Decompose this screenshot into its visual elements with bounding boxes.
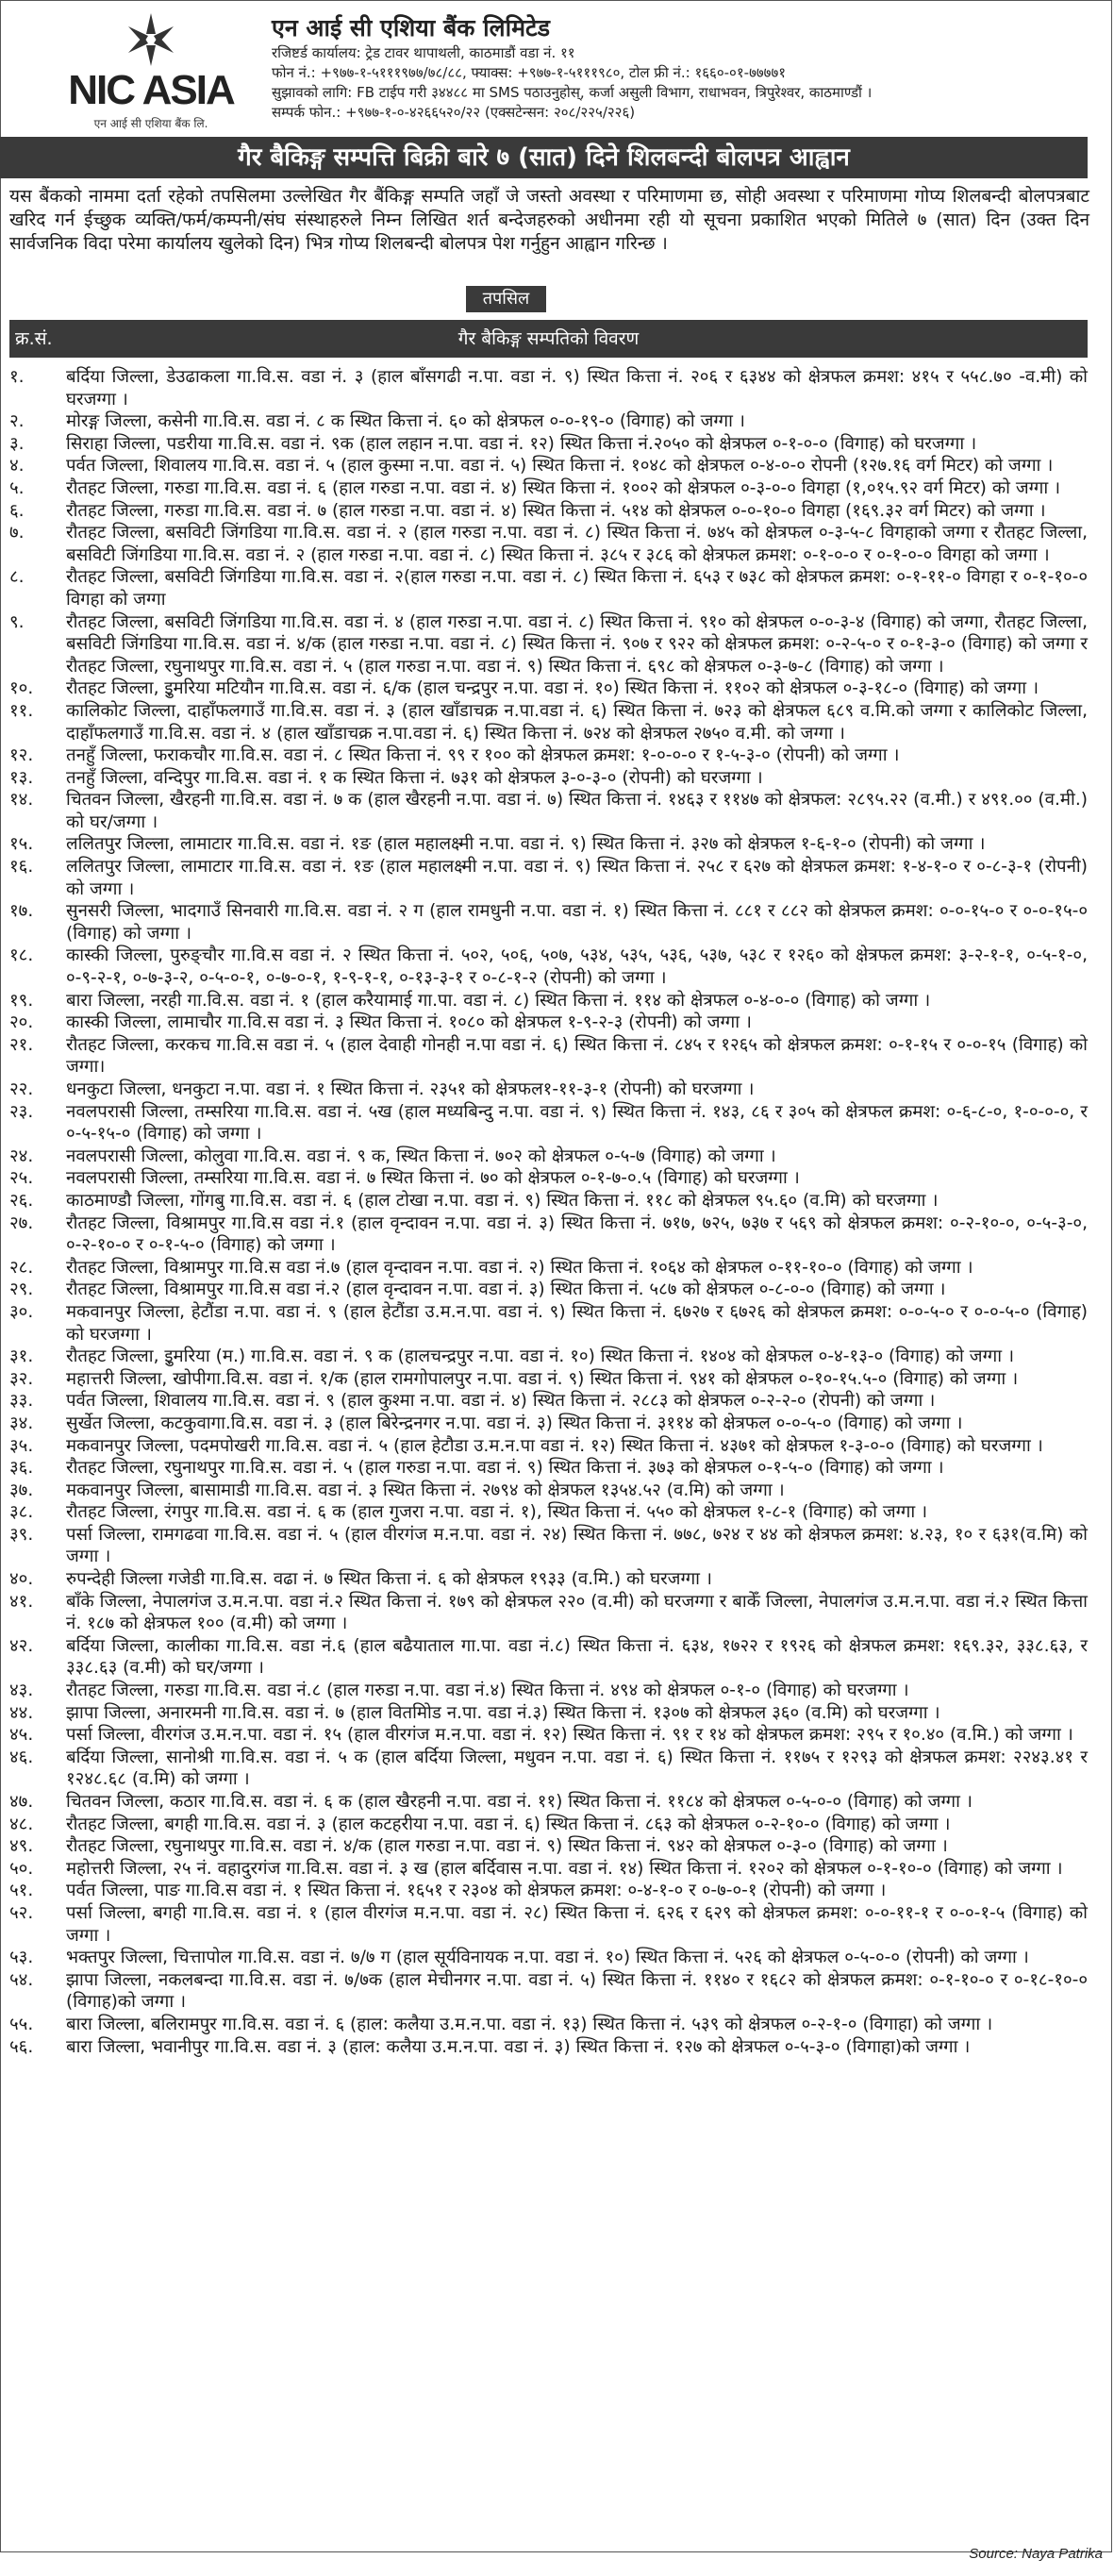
row-serial-number: ४०. [9, 1569, 34, 1590]
row-description: बर्दिया जिल्ला, सानोश्री गा.वि.स. वडा नं. ५ क (हाल बर्दिया जिल्ला, मधुवन न.पा. वडा नं. ६) स्थित कित्ता नं. ११७५ र १२९३ को क्षेत्रफल क्रमश: २२४३.४१ र १२४८.६८ (व.मि) को जग्गा । [66, 1747, 1088, 1790]
row-description: कास्की जिल्ला, पुरुङ्चौर गा.वि.स वडा नं. २ स्थित कित्ता नं. ५०२, ५०६, ५०७, ५३४, ५३५, ५३६, ५३७, ५३८ र १२६० को क्षेत्रफल क्रमश: ३-२-१-१, ०-५-१-०, ०-९-२-१, ०-७-३-२, ०-५-०-१, ०-७-०-१, १-९-१-१, ०-१३-३-१ र ०-८-१-२ (रोपनी) को जग्गा । [66, 945, 1088, 989]
logo-subtitle: एन आई सी एशिया बैंक लि. [93, 117, 208, 130]
row-serial-number: ११. [9, 700, 34, 721]
property-row [9, 366, 1088, 410]
row-description: रौतहट जिल्ला, बसविटी जिंगडिया गा.वि.स. वडा नं. २ (हाल गरुडा न.पा. वडा नं. ८) स्थित कित्ता नं. ७४५ को क्षेत्रफल ०-३-५-८ विगहाको जग्गा र रौतहट जिल्ला, बसविटी जिंगडिया गा.वि.स. वडा नं. २ (हाल गरुडा न.पा. वडा नं. ८) स्थित कित्ता नं. ३८५ र ३८६ को क्षेत्रफल क्रमश: ०-१-०-० र ०-१-०-० विगहा को जग्गा । [66, 523, 1088, 565]
row-description: बारा जिल्ला, बलिरामपुर गा.वि.स. वडा नं. ६ (हाल: कलैया उ.म.न.पा. वडा नं. १३) स्थित कित्ता नं. ५३९ को क्षेत्रफल ०-२-१-० (विगाहा) को जग्गा । [66, 2014, 993, 2034]
row-serial-number: २१. [9, 1034, 34, 1055]
property-row [9, 433, 1088, 456]
row-serial-number: ८. [9, 567, 25, 588]
row-description: झापा जिल्ला, नकलबन्दा गा.वि.स. वडा नं. ७/७क (हाल मेचीनगर न.पा. वडा नं. ५) स्थित कित्ता नं. ११४० र १६८२ को क्षेत्रफल क्रमश: ०-१-१०-० र ०-१८-१०-० (विगाह)को जग्गा । [66, 1969, 1088, 2013]
property-row [9, 1034, 1088, 1079]
property-row [9, 1702, 1088, 1725]
property-row [9, 1501, 1088, 1524]
property-row [9, 1480, 1088, 1502]
column-header-serial: क्र.सं. [15, 328, 53, 349]
row-description: मोरङ्ग जिल्ला, कसेनी गा.वि.स. वडा नं. ८ क स्थित कित्ता नं. ६० को क्षेत्रफल ०-०-१९-० (विगाह) को जग्गा । [66, 411, 745, 432]
property-row [9, 2036, 1088, 2059]
property-row [9, 1858, 1088, 1881]
row-description: रौतहट जिल्ला, करकच गा.वि.स वडा नं. ५ (हाल देवाही गोनही न.पा वडा नं. ६) स्थित कित्ता नं. ८४५ र १२६५ को क्षेत्रफल क्रमश: ०-१-१५ र ०-०-१५ (विगाह) को जग्गा। [66, 1034, 1088, 1078]
row-description: सिराहा जिल्ला, पडरीया गा.वि.स. वडा नं. ९क (हाल लहान न.पा. वडा नं. १२) स्थित कित्ता नं.२०५० को क्षेत्रफल ०-१-०-० (विगाह) को घरजग्गा । [66, 433, 977, 454]
row-description: रौतहट जिल्ला, रंगपुर गा.वि.स. वडा नं. ६ क (हाल गुजरा न.पा. वडा नं. १), स्थित कित्ता नं. ५५० को क्षेत्रफल १-८-१ (विगाह) को जग्गा । [66, 1502, 928, 1523]
property-row [9, 1880, 1088, 1902]
property-row [9, 1524, 1088, 1568]
row-description: रुपन्देही जिल्ला गजेडी गा.वि.स. वढा नं. ७ स्थित कित्ता नं. ६ को क्षेत्रफल १९३३ (व.मि.) को घरजग्गा । [66, 1569, 712, 1590]
row-serial-number: ३२. [9, 1368, 34, 1389]
row-description: रौतहट जिल्ला, इुमरिया मटियौन गा.वि.स. वडा नं. ६/क (हाल चन्द्रपुर न.पा. वडा नं. १०) स्थित कित्ता नं. ११०२ को क्षेत्रफल ०-३-१८-० (विगाह) को जग्गा । [66, 678, 1039, 699]
row-serial-number: २७. [9, 1213, 34, 1233]
property-row [9, 990, 1088, 1012]
property-row [9, 1680, 1088, 1702]
row-serial-number: ३८. [9, 1502, 34, 1523]
row-serial-number: ३७. [9, 1480, 34, 1500]
row-description: झापा जिल्ला, अनारमनी गा.वि.स. वडा नं. ७ (हाल वितमिोड न.पा. वडा नं.३) स्थित कित्ता नं. १३०७ को क्षेत्रफल ३६० (व.मि) को घरजग्गा । [66, 1702, 940, 1723]
row-description: बर्दिया जिल्ला, डेउढाकला गा.वि.स. वडा नं. ३ (हाल बाँसगढी न.पा. वडा नं. ९) स्थित कित्ता नं. २०६ र ६३४४ को क्षेत्रफल क्रमश: ४१५ र ५५८.७० -व.मी) को घरजग्गा । [66, 367, 1088, 410]
property-row [9, 700, 1088, 744]
property-row [9, 833, 1088, 856]
property-row [9, 1969, 1088, 2014]
property-row [9, 522, 1088, 566]
property-row [9, 677, 1088, 700]
row-serial-number: ४८. [9, 1814, 34, 1834]
row-serial-number: २६. [9, 1190, 34, 1211]
row-serial-number: ३९. [9, 1524, 34, 1545]
property-row [9, 1902, 1088, 1947]
row-description: तनहुँ जिल्ला, फराकचौर गा.वि.स. वडा नं. ८ स्थित कित्ता नं. ९९ र १०० को क्षेत्रफल क्रमश: १-०-०-० र १-५-३-० (रोपनी) को जग्गा । [66, 745, 900, 766]
bank-name: एन आई सी एशिया बैंक लिमिटेड [272, 14, 550, 42]
property-row [9, 1435, 1088, 1458]
row-description: ललितपुर जिल्ला, लामाटार गा.वि.स. वडा नं. १ङ (हाल महालक्ष्मी न.पा. वडा नं. ९) स्थित कित्ता नं. ३२७ को क्षेत्रफल १-६-१-० (रोपनी) को जग्गा । [66, 834, 986, 855]
property-row [9, 1213, 1088, 1257]
property-row [9, 1190, 1088, 1213]
row-serial-number: २२. [9, 1079, 34, 1099]
intro-paragraph: यस बैंकको नाममा दर्ता रहेको तपसिलमा उल्लेखित गैर बैंकिङ्ग सम्पति जहाँ जे जस्तो अवस्था र परिमाणमा छ, सोही अवस्था र परिमाणमा गोप्य शिलबन्दी बोलपत्रबाट खरिद गर्न ईच्छुक व्यक्ति/फर्म/कम्पनी/संघ संस्थाहरुले निम्न लिखित शर्त बन्देजहरुको अधीनमा रही यो सूचना प्रकाशित भएको मितिले ७ (सात) दिन (उक्त दिन सार्वजनिक विदा परेमा कार्यालय खुलेको दिन) भित्र गोप्य शिलबन्दी बोलपत्र पेश गर्नुहुन आह्वान गरिन्छ । [9, 186, 1089, 254]
row-description: रौतहट जिल्ला, विश्रामपुर गा.वि.स वडा नं.१ (हाल वृन्दावन न.पा. वडा नं. ३) स्थित कित्ता नं. ७१७, ७२५, ७३७ र ५६९ को क्षेत्रफल क्रमश: ०-२-१०-०, ०-५-३-०, ०-२-१०-० र ०-१-५-० (विगाह) को जग्गा । [66, 1213, 1088, 1256]
row-description: रौतहट जिल्ला, रघुनाथपुर गा.वि.स. वडा नं. ५ (हाल गरुडा न.पा. वडा नं. ९) स्थित कित्ता नं. ३७३ को क्षेत्रफल ०-१-५-० (विगाह) को जग्गा । [66, 1458, 944, 1479]
row-serial-number: १९. [9, 990, 34, 1011]
property-row [9, 1167, 1088, 1190]
row-description: मकवानपुर जिल्ला, पदमपोखरी गा.वि.स. वडा नं. ५ (हाल हेटौडा उ.म.न.पा वडा नं. १२) स्थित कित्ता नं. ४३७१ को क्षेत्रफल १-३-०-० (विगाह) को घरजग्गा । [66, 1435, 1043, 1456]
property-row [9, 1747, 1088, 1791]
property-row [9, 1079, 1088, 1101]
property-row [9, 789, 1088, 833]
row-serial-number: ५२. [9, 1902, 34, 1923]
row-serial-number: ४३. [9, 1681, 34, 1701]
property-row [9, 1346, 1088, 1368]
row-serial-number: ६. [9, 500, 25, 521]
row-description: महोत्तरी जिल्ला, २५ नं. वहादुरगंज गा.वि.स. वडा नं. ३ ख (हाल बर्दिवास न.पा. वडा नं. १४) स्थित कित्ता नं. १२०२ को क्षेत्रफल ०-१-१०-० (विगाह) को जग्गा । [66, 1858, 1063, 1879]
row-serial-number: २. [9, 411, 25, 432]
row-description: ललितपुर जिल्ला, लामाटार गा.वि.स. वडा नं. १ङ (हाल महालक्ष्मी न.पा. वडा नं. ९) स्थित कित्ता नं. २५८ र ६२७ को क्षेत्रफल क्रमश: १-४-१-० र ०-८-३-१ (रोपनी) को जग्गा । [66, 857, 1088, 899]
property-row [9, 566, 1088, 611]
row-serial-number: ४६. [9, 1747, 34, 1767]
row-serial-number: २३. [9, 1101, 34, 1122]
property-row [9, 1457, 1088, 1480]
row-serial-number: १६. [9, 857, 34, 878]
row-serial-number: ५३. [9, 1948, 34, 1968]
row-serial-number: ४१. [9, 1591, 34, 1612]
row-serial-number: ५. [9, 477, 25, 498]
row-serial-number: ५१. [9, 1881, 34, 1901]
row-serial-number: १२. [9, 745, 34, 766]
bank-info [272, 13, 1102, 123]
row-description: रौतहट जिल्ला, विश्रामपुर गा.वि.स वडा नं.७ (हाल वृन्दावन न.पा. वडा नं. २) स्थित कित्ता नं. १०६४ को क्षेत्रफल ०-११-१०-० (विगाह) को जग्गा । [66, 1257, 973, 1278]
row-description: रौतहट जिल्ला, गरुडा गा.वि.स. वडा नं. ६ (हाल गरुडा न.पा. वडा नं. ४) स्थित कित्ता नं. १००२ को क्षेत्रफल ०-३-०-० विगहा (१,०१५.९२ वर्ग मिटर) को जग्गा । [66, 477, 1061, 498]
row-serial-number: २४. [9, 1146, 34, 1166]
property-row [9, 1390, 1088, 1413]
row-description: तनहुँ जिल्ला, वन्दिपुर गा.वि.स. वडा नं. १ क स्थित कित्ता नं. ७३१ को क्षेत्रफल ३-०-३-० (रोपनी) को घरजग्गा । [66, 767, 763, 788]
row-serial-number: २०. [9, 1012, 34, 1033]
row-serial-number: २५. [9, 1168, 34, 1189]
property-row [9, 1947, 1088, 1969]
row-serial-number: १७. [9, 901, 34, 922]
notice-title: गैर बैकिङ्ग सम्पत्ति बिक्री बारे ७ (सात) दिने शिलबन्दी बोलपत्र आह्वान [0, 137, 1088, 178]
row-serial-number: १. [9, 367, 25, 387]
row-description: महात्तरी जिल्ला, खोपीगा.वि.स. वडा नं. १/क (हाल रामगोपालपुर न.पा. वडा नं. ९) स्थित कित्ता नं. ९४१ को क्षेत्रफल ०-१०-१५.५-० (विगाह) को जग्गा । [66, 1368, 1019, 1389]
property-row [9, 1279, 1088, 1301]
property-row [9, 1257, 1088, 1280]
row-serial-number: ३१. [9, 1347, 34, 1367]
property-row [9, 1413, 1088, 1435]
row-serial-number: ४९. [9, 1836, 34, 1857]
row-description: रौतहट जिल्ला, विश्रामपुर गा.वि.स वडा नं.२ (हाल वृन्दावन न.पा. वडा नं. ३) स्थित कित्ता नं. ५८७ को क्षेत्रफल ०-८-०-० (विगाह) को जग्गा । [66, 1280, 946, 1300]
property-row [9, 1591, 1088, 1635]
schedule-label: तपसिल [466, 286, 546, 312]
row-description: चितवन जिल्ला, कठार गा.वि.स. वडा नं. ६ क (हाल खैरहनी न.पा. वडा नं. ११) स्थित कित्ता नं. ११८४ को क्षेत्रफल ०-५-०-० (विगाह) को जग्गा । [66, 1792, 973, 1812]
row-description: पर्सा जिल्ला, रामगढवा गा.वि.स. वडा नं. ५ (हाल वीरगंज म.न.पा. वडा नं. २४) स्थित कित्ता नं. ७७८, ७२४ र ४४ को क्षेत्रफल क्रमश: ४.२३, १० र ६३१(व.मि) को जग्गा । [66, 1524, 1088, 1567]
row-description: काठमाण्डौ जिल्ला, गोंगबु गा.वि.स. वडा नं. ६ (हाल टोखा न.पा. वडा नं. ९) स्थित कित्ता नं. ११८ को क्षेत्रफल ९५.६० (व.मि) को घरजग्गा । [66, 1190, 939, 1211]
row-description: धनकुटा जिल्ला, धनकुटा न.पा. वडा नं. १ स्थित कित्ता नं. २३५१ को क्षेत्रफल१-११-३-१ (रोपनी) को घरजग्गा । [66, 1079, 755, 1099]
property-list [9, 366, 1088, 2058]
bank-header [0, 0, 1114, 137]
row-serial-number: ४२. [9, 1635, 34, 1656]
property-row [9, 856, 1088, 900]
row-serial-number: ३३. [9, 1391, 34, 1412]
property-row [9, 1568, 1088, 1591]
property-row [9, 455, 1088, 477]
property-row [9, 744, 1088, 767]
row-serial-number: ३६. [9, 1458, 34, 1479]
property-row [9, 900, 1088, 945]
column-header-description: गैर बैकिङ्ग सम्पतिको विवरण [457, 328, 640, 349]
property-row [9, 1791, 1088, 1814]
row-serial-number: ३४. [9, 1413, 34, 1433]
row-serial-number: २८. [9, 1257, 34, 1278]
property-row [9, 2014, 1088, 2036]
source-credit: Source: Naya Patrika [969, 2546, 1103, 2562]
property-row [9, 1012, 1088, 1034]
table-header [9, 320, 1088, 358]
property-row [9, 1146, 1088, 1168]
row-description: पर्वत जिल्ला, शिवालय गा.वि.स. वडा नं. ५ (हाल कुस्मा न.पा. वडा नं. ५) स्थित कित्ता नं. १०४८ को क्षेत्रफल ०-४-०-० रोपनी (१२७.१६ वर्ग मिटर) को जग्गा । [66, 456, 1054, 477]
row-description: पर्सा जिल्ला, बगही गा.वि.स. वडा नं. १ (हाल वीरगंज म.न.पा. वडा नं. २८) स्थित कित्ता नं. ६२६ र ६२९ को क्षेत्रफल क्रमश: ०-०-११-१ र ०-०-१-५ (विगाह) को जग्गा । [66, 1902, 1088, 1946]
property-row [9, 945, 1088, 989]
property-row [9, 1101, 1088, 1146]
row-description: नवलपरासी जिल्ला, तम्सरिया गा.वि.स. वडा नं. ५ख (हाल मध्यबिन्दु न.पा. वडा नं. ९) स्थित कित्ता नं. १४३, ८६ र ३०५ को क्षेत्रफल क्रमश: ०-६-८-०, १-०-०-०, र ०-५-१५-० (विगाह) को जग्गा । [66, 1101, 1088, 1145]
row-serial-number: ५५. [9, 2014, 34, 2034]
row-description: बारा जिल्ला, नरही गा.वि.स. वडा नं. १ (हाल करैयामाई गा.पा. वडा नं. ८) स्थित कित्ता नं. ११४ को क्षेत्रफल ०-४-०-० (विगाह) को जग्गा । [66, 990, 931, 1011]
row-serial-number: १८. [9, 945, 34, 966]
row-serial-number: ५६. [9, 2036, 34, 2057]
row-serial-number: १०. [9, 678, 34, 699]
row-description: चितवन जिल्ला, खैरहनी गा.वि.स. वडा नं. ७ क (हाल खैरहनी न.पा. वडा नं. ७) स्थित कित्ता नं. १४६३ र ११४७ को क्षेत्रफल: २८९५.२२ (व.मी.) र ४९१.०० (व.मी.) को घर/जग्गा । [66, 790, 1088, 832]
phone-info: फोन नं.: +९७७-१-५१११९७७/७८/८८, फ्याक्स: +९७७-१-५१११९८०, टोल फ्री नं.: १६६०-०१-७७७७१ [272, 64, 787, 81]
row-description: रौतहट जिल्ला, बसविटी जिंगडिया गा.वि.स. वडा नं. ४ (हाल गरुडा न.पा. वडा नं. ८) स्थित कित्ता नं. ९१० को क्षेत्रफल ०-०-३-४ (विगाह) को जग्गा, रौतहट जिल्ला, बसविटी जिंगडिया गा.वि.स. वडा नं. ४/क (हाल गरुडा न.पा. वडा नं. ८) स्थित कित्ता नं. ९०७ र ९२२ को क्षेत्रफल क्रमश: ०-२-५-० र ०-१-३-० (विगाह) को जग्गा र रौतहट जिल्ला, रघुनाथपुर गा.वि.स. वडा नं. ५ (हाल गरुडा न.पा. वडा नं. ९) स्थित कित्ता नं. ६९८ को क्षेत्रफल ०-३-७-८ (विगाह) को जग्गा । [66, 611, 1088, 677]
row-description: सुर्खेत जिल्ला, कटकुवागा.वि.स. वडा नं. ३ (हाल बिरेन्द्रनगर न.पा. वडा नं. ३) स्थित कित्ता नं. ३११४ को क्षेत्रफल ०-०-५-० (विगाह) को जग्गा । [66, 1413, 963, 1433]
row-description: भक्तपुर जिल्ला, चित्तापोल गा.वि.स. वडा नं. ७/७ ग (हाल सूर्यविनायक न.पा. वडा नं. १०) स्थित कित्ता नं. ५२६ को क्षेत्रफल ०-५-०-० (रोपनी) को जग्गा । [66, 1948, 1029, 1968]
row-serial-number: ४५. [9, 1725, 34, 1746]
row-description: रौतहट जिल्ला, गरुडा गा.वि.स. वडा नं. ७ (हाल गरुडा न.पा. वडा नं. ४) स्थित कित्ता नं. ५१४ को क्षेत्रफल ०-०-१०-० विगहा (१६९.३२ वर्ग मिटर) को जग्गा । [66, 500, 1046, 521]
row-description: नवलपरासी जिल्ला, तम्सरिया गा.वि.स. वडा नं. ७ स्थित कित्ता नं. ७० को क्षेत्रफल ०-१-७-०.५ (विगाह) को घरजग्गा । [66, 1168, 800, 1189]
property-row [9, 611, 1088, 678]
property-row [9, 767, 1088, 790]
row-description: बाँके जिल्ला, नेपालगंज उ.म.न.पा. वडा नं.२ स्थित कित्ता नं. १७९ को क्षेत्रफल २२० (व.मी) को घरजग्गा र बाकेँ जिल्ला, नेपालगंज उ.म.न.पा. वडा नं.२ स्थित कित्ता नं. १८७ को क्षेत्रफल १०० (व.मी) को जग्गा । [66, 1591, 1088, 1634]
row-serial-number: ३. [9, 433, 25, 454]
suggestion-info: सुझावको लागि: FB टाईप गरी ३४४८८ मा SMS पठाउनुहोस्, कर्जा असुली विभाग, राधाभवन, त्रिपुरेश्वर, काठमाण्डौं । [272, 84, 873, 101]
row-serial-number: ३०. [9, 1301, 34, 1322]
row-description: रौतहट जिल्ला, बगही गा.वि.स. वडा नं. ३ (हाल कटहरीया न.पा. वडा नं. ६) स्थित कित्ता नं. ८६३ को क्षेत्रफल ०-२-१०-० (विगाह) को जग्गा । [66, 1814, 951, 1834]
star-logo-icon [118, 11, 184, 68]
row-description: पर्सा जिल्ला, वीरगंज उ.म.न.पा. वडा नं. १५ (हाल वीरगंज म.न.पा. वडा नं. १२) स्थित कित्ता नं. ९१ र १४ को क्षेत्रफल क्रमश: २९५ र १०.४० (व.मि.) को जग्गा । [66, 1725, 1073, 1746]
property-row [9, 477, 1088, 500]
row-serial-number: ४७. [9, 1792, 34, 1812]
row-serial-number: १५. [9, 834, 34, 855]
registered-office: रजिष्टर्ड कार्यालय: ट्रेड टावर थापाथली, काठमाडौं वडा नं. ११ [272, 44, 575, 61]
row-description: बारा जिल्ला, भवानीपुर गा.वि.स. वडा नं. ३ (हाल: कलैया उ.म.न.पा. वडा नं. ३) स्थित कित्ता नं. १२७ को क्षेत्रफल ०-५-३-० (विगाहा)को जग्गा । [66, 2036, 971, 2057]
row-serial-number: ५४. [9, 1969, 34, 1990]
property-row [9, 1301, 1088, 1346]
row-description: सुनसरी जिल्ला, भादगाउँ सिनवारी गा.वि.स. वडा नं. २ ग (हाल रामधुनी न.पा. वडा नं. १) स्थित कित्ता नं. ८८१ र ८८२ को क्षेत्रफल क्रमश: ०-०-१५-० र ०-०-१५-० (विगाह) को जग्गा । [66, 901, 1088, 944]
row-description: कास्की जिल्ला, लामाचौर गा.वि.स वडा नं. ३ स्थित कित्ता नं. १०८० को क्षेत्रफल १-९-२-३ (रोपनी) को जग्गा । [66, 1012, 752, 1033]
row-serial-number: ४४. [9, 1702, 34, 1723]
row-description: मकवानपुर जिल्ला, बासामाडी गा.वि.स. वडा नं. ३ स्थित कित्ता नं. २७९४ को क्षेत्रफल १३५४.५२ (व.मि) को जग्गा । [66, 1480, 785, 1500]
row-serial-number: ५०. [9, 1858, 34, 1879]
row-description: पर्वत जिल्ला, पाङ गा.वि.स वडा नं. १ स्थित कित्ता नं. १६५१ र २३०४ को क्षेत्रफल क्रमश: ०-४-१-० र ०-७-०-१ (रोपनी) को जग्गा । [66, 1881, 887, 1901]
row-serial-number: ९. [9, 611, 25, 632]
property-row [9, 1635, 1088, 1680]
property-row [9, 500, 1088, 523]
row-serial-number: ७. [9, 523, 25, 544]
row-serial-number: १४. [9, 790, 34, 811]
property-row [9, 1724, 1088, 1747]
nic-asia-logo [38, 11, 264, 129]
row-serial-number: ३५. [9, 1435, 34, 1456]
row-description: बर्दिया जिल्ला, कालीका गा.वि.स. वडा नं.६ (हाल बढैयाताल गा.पा. वडा नं.८) स्थित कित्ता नं. ६३४, १७२२ र १९२६ को क्षेत्रफल क्रमश: १६९.३२, ३३८.६३, र ३३८.६३ (व.मी) को घर/जग्गा । [66, 1635, 1088, 1679]
row-description: रौतहट जिल्ला, रघुनाथपुर गा.वि.स. वडा नं. ४/क (हाल गरुडा न.पा. वडा नं. ९) स्थित कित्ता नं. ९४२ को क्षेत्रफल ०-३-० (विगाह) को जग्गा । [66, 1836, 948, 1857]
row-serial-number: १३. [9, 767, 34, 788]
property-row [9, 1368, 1088, 1391]
property-row [9, 410, 1088, 433]
property-row [9, 1835, 1088, 1858]
row-serial-number: २९. [9, 1280, 34, 1300]
row-description: रौतहट जिल्ला, इुमरिया (म.) गा.वि.स. वडा नं. ९ क (हालचन्द्रपुर न.पा. वडा नं. १०) स्थित कित्ता नं. १४०४ को क्षेत्रफल ०-४-१३-० (विगाह) को जग्गा । [66, 1347, 1015, 1367]
row-serial-number: ४. [9, 456, 25, 477]
row-description: रौतहट जिल्ला, बसविटी जिंगडिया गा.वि.स. वडा नं. २(हाल गरुडा न.पा. वडा नं. ८) स्थित कित्ता नं. ६५३ र ७३८ को क्षेत्रफल क्रमश: ०-१-११-० विगहा र ०-१-१०-० विगहा को जग्गा [66, 567, 1088, 610]
row-description: नवलपरासी जिल्ला, कोलुवा गा.वि.स. वडा नं. ९ क, स्थित कित्ता नं. ७०२ को क्षेत्रफल ०-५-७ (विगाह) को जग्गा । [66, 1146, 776, 1166]
row-description: पर्वत जिल्ला, शिवालय गा.वि.स. वडा नं. ९ (हाल कुश्मा न.पा. वडा नं. ४) स्थित कित्ता नं. २८८३ को क्षेत्रफल ०-२-२-० (रोपनी) को जग्गा । [66, 1391, 936, 1412]
row-description: मकवानपुर जिल्ला, हेटौंडा न.पा. वडा नं. ९ (हाल हेटौंडा उ.म.न.पा. वडा नं. ९) स्थित कित्ता नं. ६७२७ र ६७२६ को क्षेत्रफल क्रमश: ०-०-५-० र ०-०-५-० (विगाह) को घरजग्गा । [66, 1301, 1088, 1345]
logo-text: NIC ASIA [68, 67, 234, 113]
row-description: कालिकोट जिल्ला, दाहाँफलगाउँ गा.वि.स. वडा नं. ३ (हाल खाँडाचक्र न.पा.वडा नं. ६) स्थित कित्ता नं. ७२३ को क्षेत्रफल ६८९ व.मि.को जग्गा र कालिकोट जिल्ला, दाहाँफलगाउँ गा.वि.स. वडा नं. ४ (हाल खाँडाचक्र न.पा.वडा नं. ६) स्थित कित्ता नं. ७२४ को क्षेत्रफल २७५० व.मी. को जग्गा । [66, 700, 1088, 744]
property-row [9, 1814, 1088, 1836]
contact-info: सम्पर्क फोन.: +९७७-१-०-४२६६५२०/२२ (एक्सटेन्सन: २०८/२२५/२२६) [272, 104, 636, 121]
row-description: रौतहट जिल्ला, गरुडा गा.वि.स. वडा नं.८ (हाल गरुडा न.पा. वडा नं.४) स्थित कित्ता नं. ४९४ को क्षेत्रफल ०-१-० (विगाह) को घरजग्गा । [66, 1681, 909, 1701]
